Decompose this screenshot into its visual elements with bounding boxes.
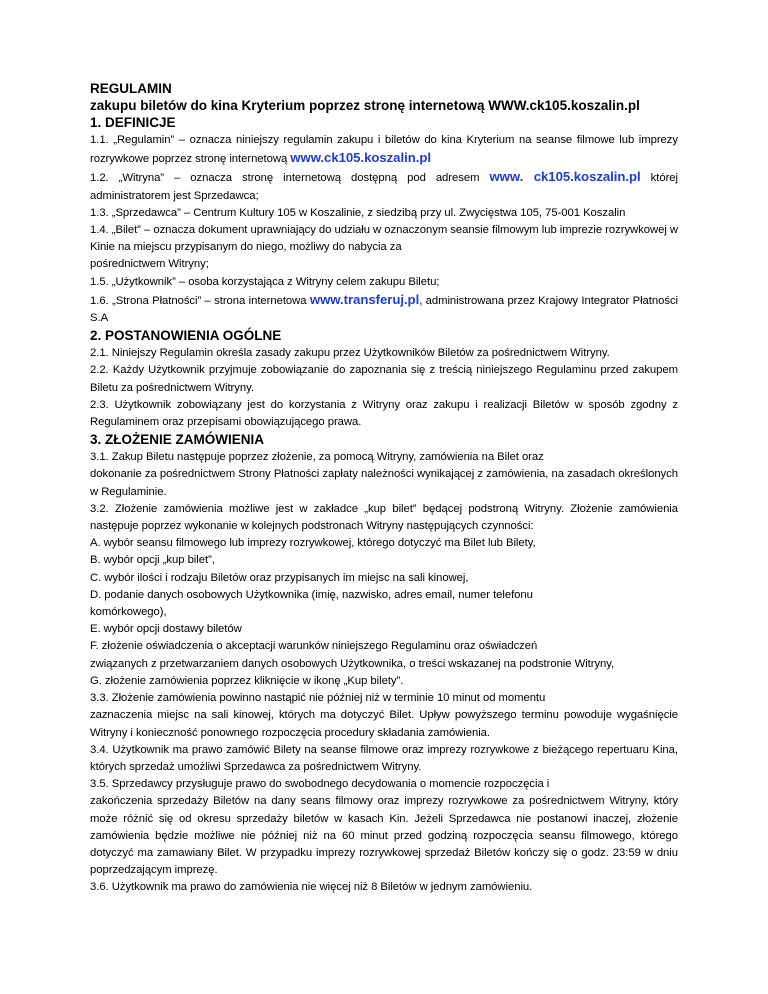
document-subtitle: zakupu biletów do kina Kryterium poprzez stronę internetową WWW.ck105.koszalin.pl [90, 98, 640, 113]
list-item-d-continued: komórkowego), [90, 606, 167, 619]
list-item-c: C. wybór ilości i rodzaju Biletów oraz przypisanych im miejsc na sali kinowej, [90, 571, 469, 584]
list-item-b: B. wybór opcji „kup bilet”, [90, 554, 215, 567]
section-heading-definicje: 1. DEFINICJE [90, 115, 176, 130]
paragraph-3-1: 3.1. Zakup Biletu następuje poprzez złożenie, za pomocą Witryny, zamówienia na Bilet oraz [90, 451, 544, 464]
paragraph-2-3: 2.3. Użytkownik zobowiązany jest do korzystania z Witryny oraz zakupu i realizacji Biletów w sposób zgodny z Regulaminem oraz przepisami obowiązującego prawa. [90, 398, 678, 429]
paragraph-3-1-continued: dokonanie za pośrednictwem Strony Płatności zapłaty należności wynikającej z zamówienia, na zasadach określonych w Regulaminie. [90, 468, 678, 498]
regulamin-document [90, 80, 678, 897]
paragraph-1-4: 1.4. „Bilet” – oznacza dokument uprawniający do udziału w oznaczonym seansie filmowym lub imprezie rozrywkowej w Kinie na miejscu przypisanym do niego, możliwy do nabycia za [90, 224, 678, 254]
list-item-a: A. wybór seansu filmowego lub imprezy rozrywkowej, którego dotyczyć ma Bilet lub Bilety, [90, 537, 536, 550]
document-title: REGULAMIN [90, 81, 172, 96]
paragraph-2-1: 2.1. Niniejszy Regulamin określa zasady zakupu przez Użytkowników Biletów za pośrednictwem Witryny. [90, 347, 610, 360]
paragraph-1-5: 1.5. „Użytkownik” – osoba korzystająca z Witryny celem zakupu Biletu; [90, 275, 440, 288]
paragraph-1-1 [90, 132, 678, 168]
section-heading-postanowienia: 2. POSTANOWIENIA OGÓLNE [90, 328, 282, 344]
paragraph-2-2: 2.2. Każdy Użytkownik przyjmuje zobowiązanie do zapoznania się z treścią niniejszego Regulaminu przed zakupem Biletu za pośrednictwem Witryny. [90, 364, 678, 394]
paragraph-3-5-continued: zakończenia sprzedaży Biletów na dany seans filmowy oraz imprezy rozrywkowe za pośrednictwem Witryny, który może różnić się od okresu sprzedaży biletów w kasach Kin. Jeżeli Sprzedawca nie postanowi inaczej, złożenie zamówienia będzie możliwe nie później niż na 60 minut przed godziną rozpoczęcia seansu filmowego, którego dotyczyć ma zamawiany Bilet. W przypadku imprezy rozrywkowej sprzedaż Biletów kończy się o godz. 23:59 w dniu poprzedzającym imprezę. [90, 795, 678, 877]
list-item-e: E. wybór opcji dostawy biletów [90, 623, 242, 636]
paragraph-1-6-text: 1.6. „Strona Płatności” – strona internetowa [90, 294, 310, 307]
link-ck105-witryna[interactable]: www. ck105.koszalin.pl [489, 169, 641, 185]
paragraph-1-2-text: 1.2. „Witryna” – oznacza stronę internetową dostępną pod adresem [90, 172, 490, 185]
list-item-d: D. podanie danych osobowych Użytkownika (imię, nazwisko, adres email, numer telefonu [90, 588, 533, 601]
paragraph-3-6: 3.6. Użytkownik ma prawo do zamówienia nie więcej niż 8 Biletów w jednym zamówieniu. [90, 881, 533, 894]
paragraph-3-4: 3.4. Użytkownik ma prawo zamówić Bilety na seanse filmowe oraz imprezy rozrywkowe z bieżącego repertuaru Kina, których sprzedaż umożliwi Sprzedawca za pośrednictwem Witryny. [90, 743, 678, 773]
paragraph-1-2-tail: której administratorem jest Sprzedawca; [90, 172, 678, 202]
list-item-f-continued: związanych z przetwarzaniem danych osobowych Użytkownika, o treści wskazanej na podstronie Witryny, [90, 657, 615, 670]
paragraph-1-4-continued: pośrednictwem Witryny; [90, 258, 209, 271]
paragraph-1-3: 1.3. „Sprzedawca” – Centrum Kultury 105 w Koszalinie, z siedzibą przy ul. Zwycięstwa 105, 75-001 Koszalin [90, 206, 626, 219]
paragraph-3-3: 3.3. Złożenie zamówienia powinno nastąpić nie później niż w terminie 10 minut od momentu [90, 692, 546, 705]
paragraph-1-6 [90, 291, 678, 327]
list-item-f: F. złożenie oświadczenia o akceptacji warunków niniejszego Regulaminu oraz oświadczeń [90, 640, 538, 653]
list-item-g: G. złożenie zamówienia poprzez kliknięcie w ikonę „Kup bilety”. [90, 674, 404, 687]
paragraph-3-5: 3.5. Sprzedawcy przysługuje prawo do swobodnego decydowania o momencie rozpoczęcia i [90, 778, 550, 791]
section-heading-zlozenie: 3. ZŁOŻENIE ZAMÓWIENIA [90, 432, 264, 448]
paragraph-1-1-text: 1.1. „Regulamin” – oznacza niniejszy regulamin zakupu i biletów do kina Kryterium na seanse filmowe lub imprezy rozrywkowe poprzez stronę internetową [90, 134, 678, 166]
paragraph-3-2: 3.2. Złożenie zamówienia możliwe jest w zakładce „kup bilet” będącej podstroną Witryny. Złożenie zamówienia następuje poprzez wykonanie w kolejnych podstronach Witryny następujących czynności: [90, 502, 678, 533]
paragraph-1-2 [90, 168, 678, 204]
link-ck105[interactable]: www.ck105.koszalin.pl [290, 150, 431, 166]
paragraph-1-6-tail: , administrowana przez Krajowy Integrator Płatności S.A [90, 294, 679, 325]
paragraph-3-3-continued: zaznaczenia miejsc na sali kinowej, których ma dotyczyć Bilet. Upływ powyższego terminu powoduje wygaśnięcie Witryny i konieczność ponownego rozpoczęcia procedury składania zamówienia. [90, 709, 678, 739]
link-transferuj[interactable]: www.transferuj.pl [309, 291, 420, 307]
